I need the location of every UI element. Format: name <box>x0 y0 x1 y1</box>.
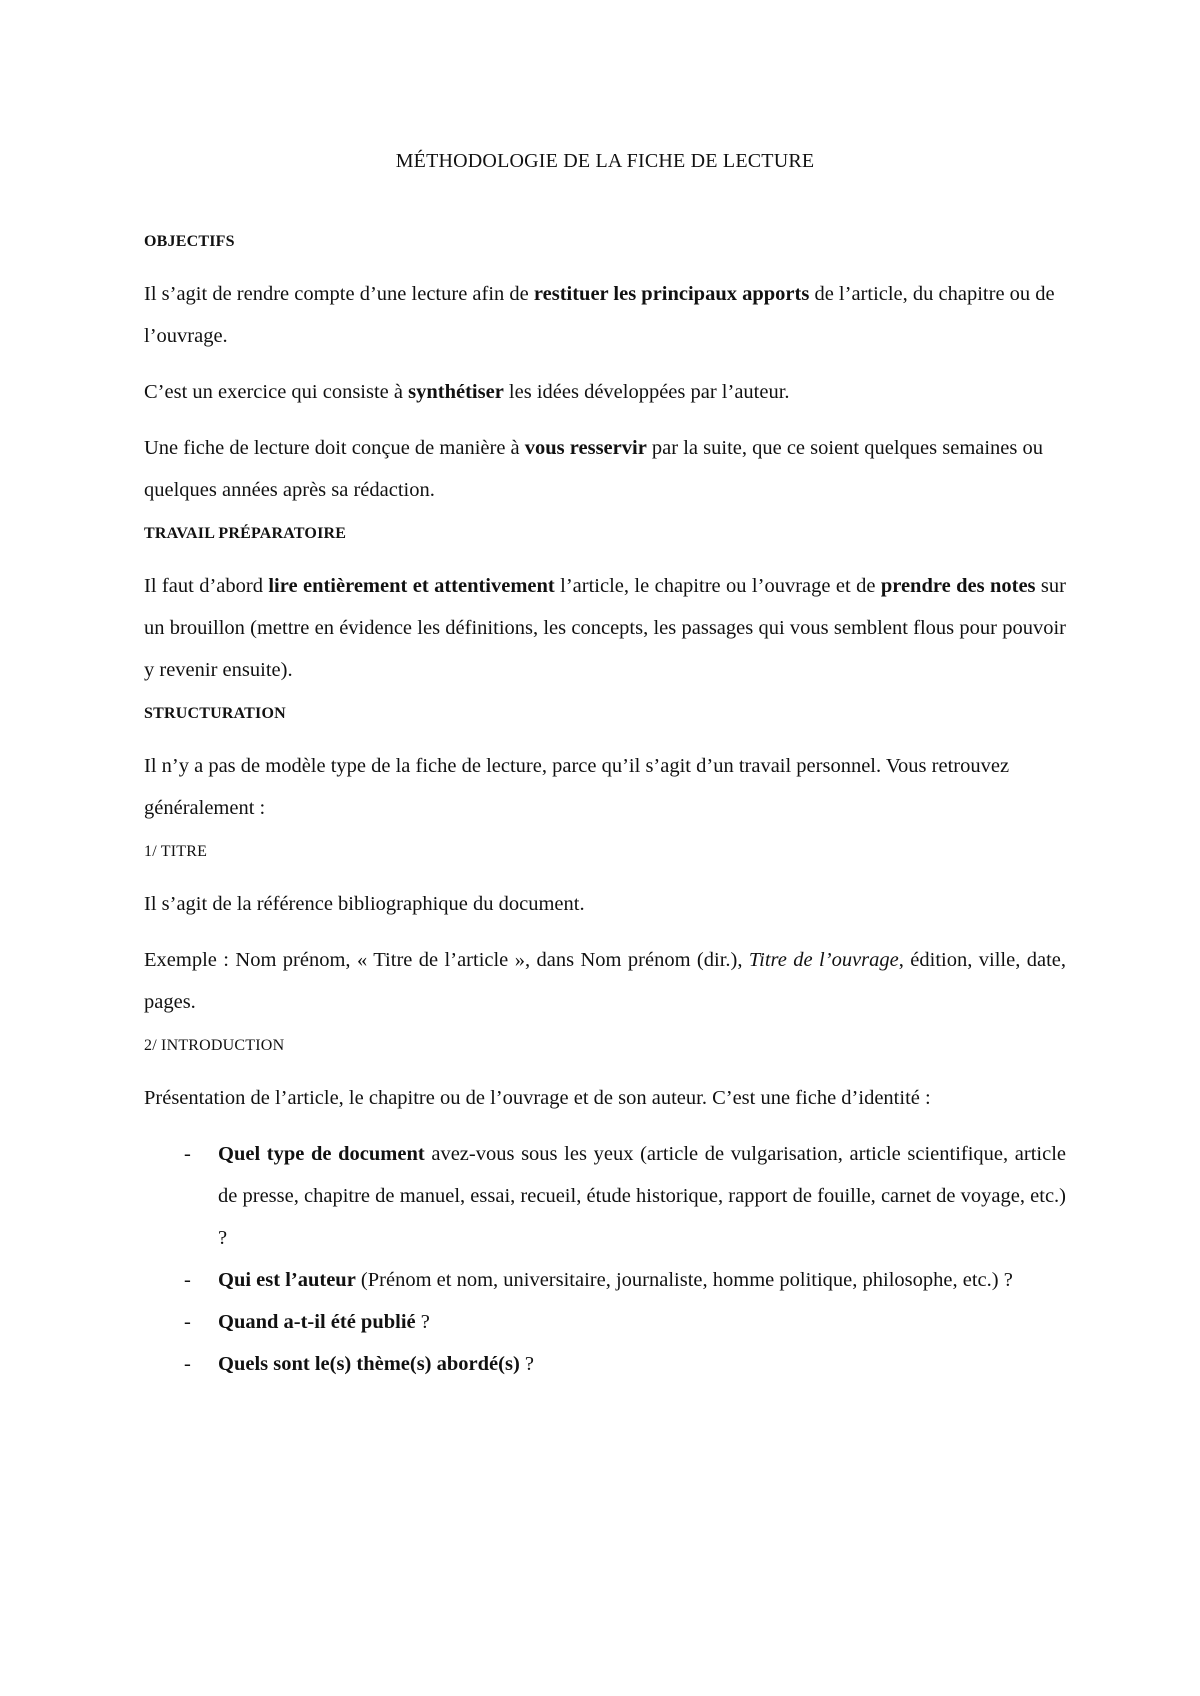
bold-text: synthétiser <box>408 381 504 403</box>
dash-bullet: - <box>184 1143 191 1165</box>
text-run: Il faut d’abord <box>144 575 269 597</box>
list-item <box>144 1343 1066 1385</box>
dash-bullet: - <box>184 1311 191 1333</box>
bold-text: vous resservir <box>524 437 647 459</box>
paragraph-titre-2 <box>144 939 1066 1023</box>
text-run: avez-vous sous les yeux (article de vulgarisation, article scientifique, article de presse, chapitre de manuel, essai, recueil, étude historique, rapport de fouille, carnet de voyage, etc.) ? <box>218 1143 1066 1249</box>
text-run: les idées développées par l’auteur. <box>503 381 790 403</box>
list-item <box>144 1259 1066 1301</box>
page-content <box>144 150 1066 1385</box>
bold-text: Qui est l’auteur <box>218 1269 356 1291</box>
paragraph-objectifs-1 <box>144 273 1066 357</box>
dash-bullet: - <box>184 1269 191 1291</box>
text-run: Une fiche de lecture doit conçue de manière à <box>144 437 525 459</box>
bold-text: Quels sont le(s) thème(s) abordé(s) <box>218 1353 520 1375</box>
bold-text: Quel type de document <box>218 1143 425 1165</box>
text-run: Il s’agit de rendre compte d’une lecture afin de <box>144 283 534 305</box>
text-run: de l’article, du chapitre ou de l’ouvrage. <box>144 283 1055 347</box>
dash-bullet: - <box>184 1353 191 1375</box>
bullet-list <box>144 1133 1066 1385</box>
paragraph-objectifs-3 <box>144 427 1066 511</box>
text-run: (Prénom et nom, universitaire, journaliste, homme politique, philosophe, etc.) ? <box>355 1269 1013 1291</box>
text-run: Exemple : Nom prénom, « Titre de l’article », dans Nom prénom (dir.), <box>144 949 749 971</box>
text-run: sur un brouillon (mettre en évidence les définitions, les concepts, les passages qui vous semblent flous pour pouvoir y revenir ensuite). <box>144 575 1066 681</box>
bold-text: prendre des notes <box>880 575 1036 597</box>
section-heading-objectifs: OBJECTIFS <box>144 233 235 250</box>
paragraph-titre-1: Il s’agit de la référence bibliographique du document. <box>144 893 585 915</box>
text-run: ? <box>519 1353 534 1375</box>
text-run: ? <box>415 1311 430 1333</box>
paragraph-travail-1 <box>144 565 1066 691</box>
list-item <box>144 1301 1066 1343</box>
section-heading-travail-preparatoire: TRAVAIL PRÉPARATOIRE <box>144 525 347 542</box>
page-title: MÉTHODOLOGIE DE LA FICHE DE LECTURE <box>395 150 815 172</box>
bold-text: restituer les principaux apports <box>533 283 810 305</box>
subsection-heading-introduction: 2/ INTRODUCTION <box>144 1037 285 1054</box>
bold-text: Quand a-t-il été publié <box>218 1311 416 1333</box>
text-run: , édition, ville, date, pages. <box>144 949 1067 1013</box>
paragraph-introduction-1: Présentation de l’article, le chapitre ou de l’ouvrage et de son auteur. C’est une fiche d’identité : <box>144 1087 931 1109</box>
section-heading-structuration: STRUCTURATION <box>144 705 286 722</box>
italic-text: Titre de l’ouvrage <box>748 949 899 971</box>
paragraph-structuration-1: Il n’y a pas de modèle type de la fiche de lecture, parce qu’il s’agit d’un travail personnel. Vous retrouvez généralement : <box>144 755 1010 819</box>
text-run: par la suite, que ce soient quelques semaines ou quelques années après sa rédaction. <box>144 437 1044 501</box>
subsection-heading-titre: 1/ TITRE <box>144 843 208 860</box>
list-item <box>144 1133 1066 1259</box>
text-run: C’est un exercice qui consiste à <box>144 381 409 403</box>
text-run: l’article, le chapitre ou l’ouvrage et de <box>554 575 881 597</box>
bold-text: lire entièrement et attentivement <box>268 575 555 597</box>
paragraph-objectifs-2 <box>144 371 1066 413</box>
